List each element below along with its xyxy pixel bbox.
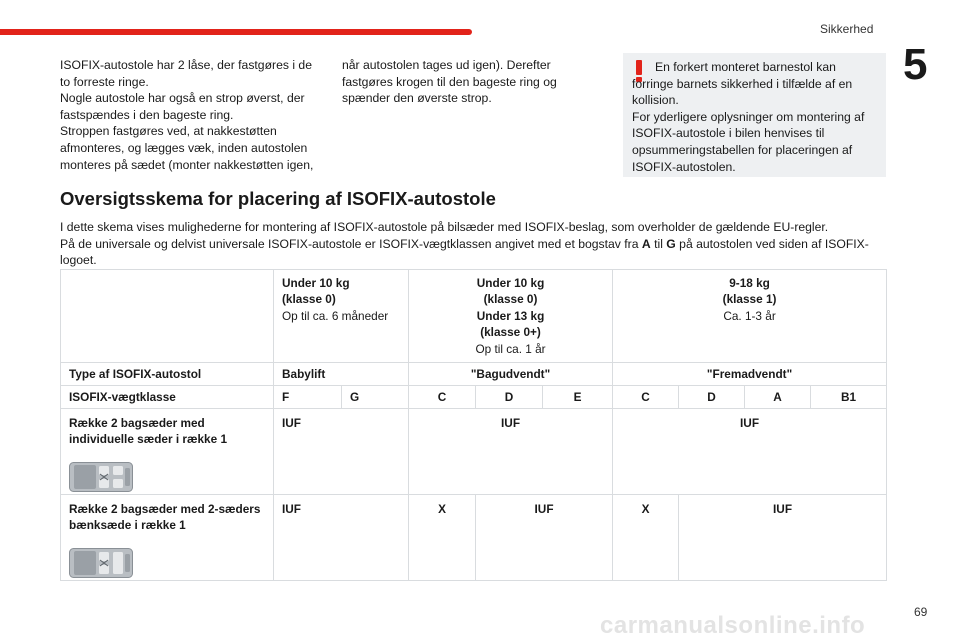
text-column-left <box>60 57 322 173</box>
table-cell: Babylift <box>274 363 409 386</box>
class-cell: D <box>679 386 745 409</box>
row-label: Type af ISOFIX-autostol <box>61 363 274 386</box>
paragraph: Nogle autostole har også en strop øverst, der fastspændes i den bageste ring. <box>60 91 305 122</box>
table-cell: IUF <box>679 495 887 581</box>
chapter-number: 5 <box>903 40 928 89</box>
table-row-class <box>61 386 887 409</box>
table-cell: X <box>613 495 679 581</box>
row-label: Række 2 bagsæder med individuelle sæder i række 1 <box>61 409 274 495</box>
seat-layout-icon <box>69 462 133 492</box>
isofix-table <box>60 269 887 581</box>
section-heading: Oversigtsskema for placering af ISOFIX-autostole <box>60 188 496 209</box>
table-cell: IUF <box>274 495 409 581</box>
page-number: 69 <box>914 605 928 619</box>
table-cell: "Bagudvendt" <box>409 363 613 386</box>
table-cell: IUF <box>476 495 613 581</box>
intro-line: I dette skema vises mulighederne for montering af ISOFIX-autostole på bilsæder med ISOFIX-beslag, som overholder de gældende EU-regler. <box>60 220 829 234</box>
top-accent-bar <box>0 29 472 35</box>
intro-line: På de universale og delvist universale ISOFIX-autostole er ISOFIX-vægtklassen angivet med et bogstav fra A til G på autostolen ved siden af ISOFIX-logoet. <box>60 236 869 268</box>
seat-layout-icon <box>69 548 133 578</box>
warning-text: En forkert monteret barnestol kan forringe barnets sikkerhed i tilfælde af en kollision. <box>632 60 853 108</box>
weight-group-2: 9-18 kg (klasse 1) Ca. 1-3 år <box>613 270 887 363</box>
table-cell: "Fremadvendt" <box>613 363 887 386</box>
class-cell: C <box>409 386 476 409</box>
class-cell: B1 <box>811 386 887 409</box>
paragraph: når autostolen tages ud igen). Derefter fastgøres krogen til den bageste ring og spænder den øverste strop. <box>342 58 557 106</box>
class-cell: F <box>274 386 342 409</box>
class-cell: D <box>476 386 543 409</box>
table-corner-cell <box>61 270 274 363</box>
class-cell: C <box>613 386 679 409</box>
text-column-middle <box>342 57 604 107</box>
table-cell: IUF <box>274 409 409 495</box>
class-cell: G <box>342 386 409 409</box>
watermark: carmanualsonline.info <box>600 612 866 639</box>
table-row-seat-1 <box>61 409 887 495</box>
table-cell: IUF <box>409 409 613 495</box>
section-title: Sikkerhed <box>820 22 874 36</box>
class-cell: A <box>745 386 811 409</box>
warning-box <box>623 53 886 177</box>
paragraph: ISOFIX-autostole har 2 låse, der fastgøres i de to forreste ringe. <box>60 58 312 89</box>
paragraph: Stroppen fastgøres ved, at nakkestøtten afmonteres, og lægges væk, inden autostolen monteres på sædet (monter nakkestøtten igen, <box>60 124 314 172</box>
warning-text: For yderligere oplysninger om montering af ISOFIX-autostole i bilen henvises til opsummeringstabellen for placeringen af ISOFIX-autostolen. <box>632 109 865 174</box>
class-cell: E <box>543 386 613 409</box>
row-label: Række 2 bagsæder med 2-sæders bænksæde i række 1 <box>61 495 274 581</box>
weight-group-1: Under 10 kg (klasse 0) Under 13 kg (klasse 0+) Op til ca. 1 år <box>409 270 613 363</box>
table-row-seat-2 <box>61 495 887 581</box>
table-cell: IUF <box>613 409 887 495</box>
row-label: ISOFIX-vægtklasse <box>61 386 274 409</box>
table-row-type <box>61 363 887 386</box>
weight-group-0: Under 10 kg (klasse 0) Op til ca. 6 måneder <box>274 270 409 363</box>
intro-text <box>60 219 900 269</box>
table-header-row <box>61 270 887 363</box>
table-cell: X <box>409 495 476 581</box>
